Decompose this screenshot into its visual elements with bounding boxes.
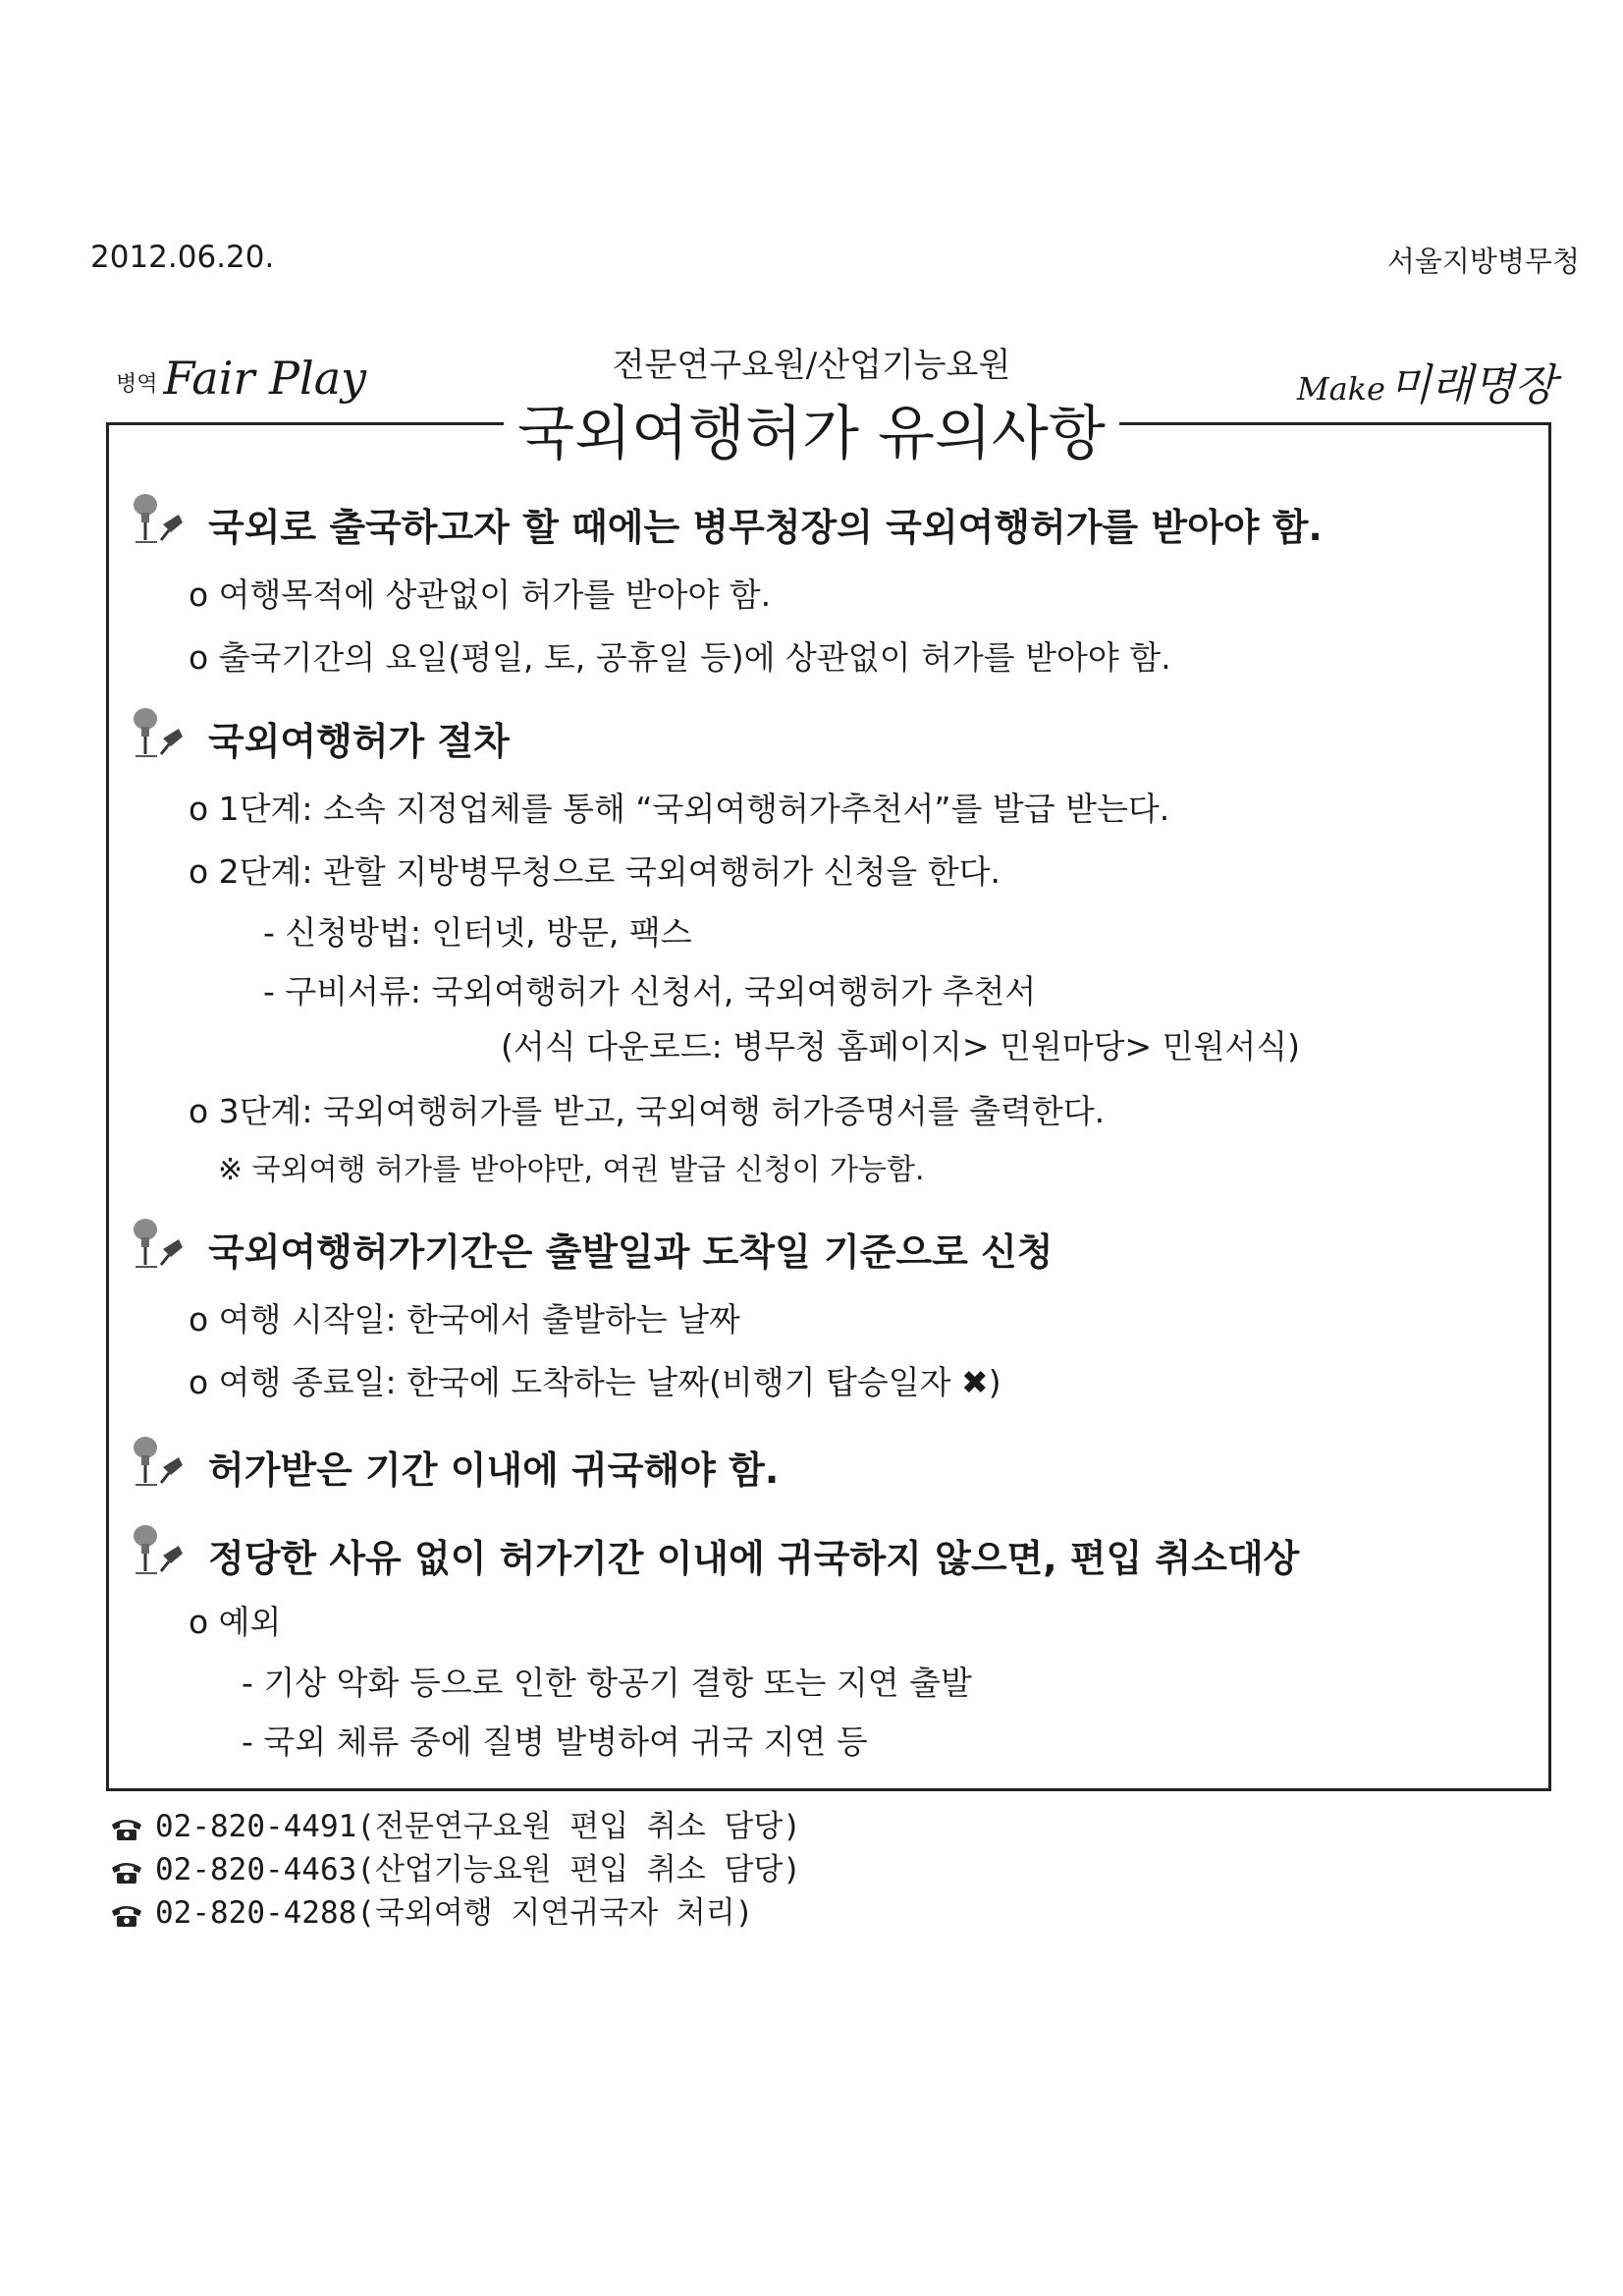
pushpin-icon <box>126 1216 190 1271</box>
slogan-future-master: 미래명장 <box>1388 360 1556 410</box>
document-subtitle: 전문연구요원/산업기능요원 <box>612 346 1011 385</box>
telephone-icon <box>110 1858 143 1886</box>
issuing-office: 서울지방병무청 <box>1386 245 1580 278</box>
sub-item: - 국외 체류 중에 질병 발병하여 귀국 지연 등 <box>242 1722 868 1761</box>
pushpin-icon <box>126 705 190 760</box>
section-heading: 국외여행허가기간은 출발일과 도착일 기준으로 신청 <box>208 1230 1054 1274</box>
section-heading: 국외로 출국하고자 할 때에는 병무청장의 국외여행허가를 받아야 함. <box>208 506 1323 549</box>
telephone-icon <box>110 1901 143 1929</box>
sub-item: - 기상 악화 등으로 인한 항공기 결항 또는 지연 출발 <box>242 1664 972 1702</box>
pushpin-icon <box>126 1434 190 1489</box>
sub-item: - 신청방법: 인터넷, 방문, 팩스 <box>263 913 692 952</box>
list-item: o 여행 시작일: 한국에서 출발하는 날짜 <box>189 1300 740 1339</box>
step-item: o 2단계: 관할 지방병무청으로 국외여행허가 신청을 한다. <box>189 852 1001 891</box>
list-item: o 출국기간의 요일(평일, 토, 공휴일 등)에 상관없이 허가를 받아야 함. <box>189 638 1171 677</box>
section-heading: 허가받은 기간 이내에 귀국해야 함. <box>208 1449 780 1492</box>
pushpin-icon <box>126 1522 190 1577</box>
contact-line: 02-820-4463(산업기능요원 편입 취소 담당) <box>110 1844 801 1888</box>
step-item: o 1단계: 소속 지정업체를 통해 “국외여행허가추천서”를 발급 받는다. <box>189 790 1170 828</box>
sub-item-note: (서식 다운로드: 병무청 홈페이지> 민원마당> 민원서식) <box>501 1027 1301 1066</box>
list-item: o 여행목적에 상관없이 허가를 받아야 함. <box>189 575 772 614</box>
telephone-icon <box>110 1815 143 1842</box>
list-item: o 여행 종료일: 한국에 도착하는 날짜(비행기 탑승일자 ✖) <box>189 1363 1001 1401</box>
pushpin-icon <box>126 491 190 546</box>
sub-item: - 구비서류: 국외여행허가 신청서, 국외여행허가 추천서 <box>263 972 1037 1011</box>
slogan-text: Fair Play <box>163 352 367 405</box>
section-heading: 국외여행허가 절차 <box>208 720 510 763</box>
section-note: ※ 국외여행 허가를 받아야만, 여권 발급 신청이 가능함. <box>218 1153 925 1187</box>
document-date: 2012.06.20. <box>90 240 275 275</box>
step-item: o 3단계: 국외여행허가를 받고, 국외여행 허가증명서를 출력한다. <box>189 1092 1106 1130</box>
contact-line: 02-820-4288(국외여행 지연귀국자 처리) <box>110 1887 753 1932</box>
slogan-prefix: 병역 <box>116 371 158 397</box>
document-title: 국외여행허가 유의사항 <box>0 387 1623 471</box>
contact-line: 02-820-4491(전문연구요원 편입 취소 담당) <box>110 1801 801 1845</box>
section-heading: 정당한 사유 없이 허가기간 이내에 귀국하지 않으면, 편입 취소대상 <box>208 1537 1300 1580</box>
slogan-make: Make <box>1296 370 1385 408</box>
list-item: o 예외 <box>189 1603 282 1641</box>
